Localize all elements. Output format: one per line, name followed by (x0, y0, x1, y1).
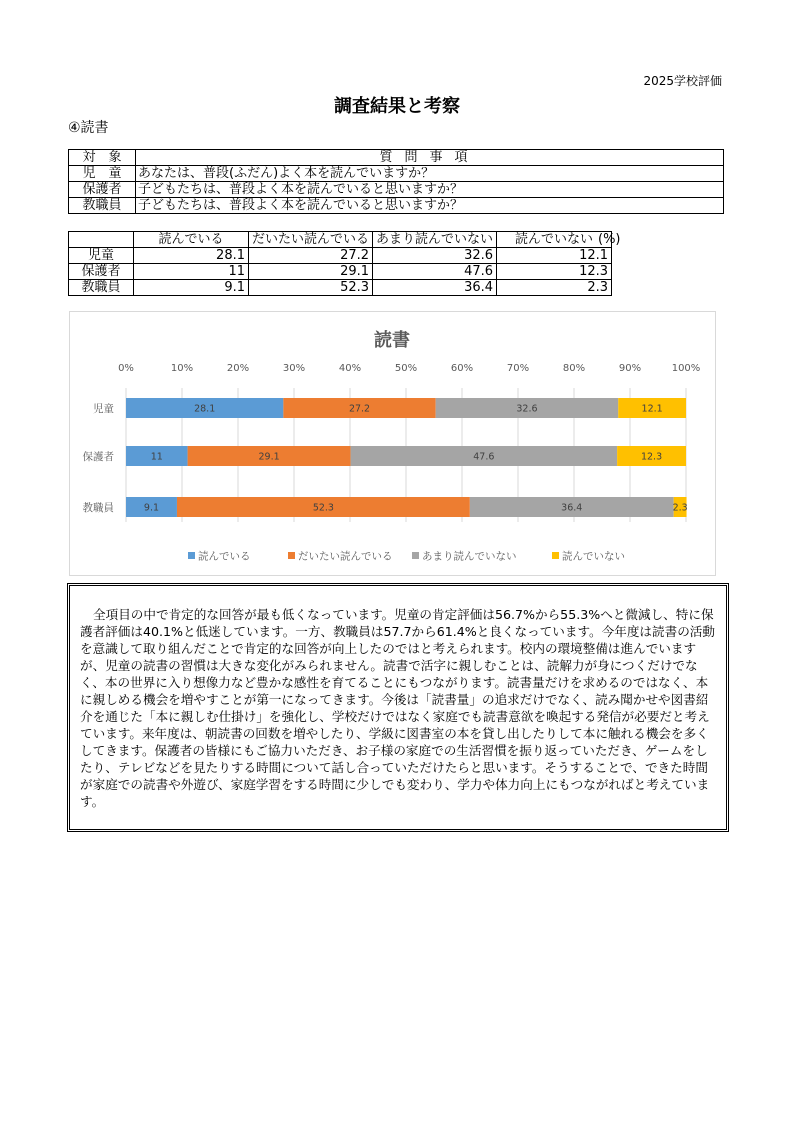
category-label: 教職員 (82, 502, 114, 514)
target-cell: 保護者 (69, 182, 136, 198)
value-cell: 12.1 (497, 248, 612, 264)
column-header: 読んでいない (497, 232, 612, 248)
chart-container (69, 311, 716, 576)
value-cell: 52.3 (249, 280, 373, 296)
value-cell: 27.2 (249, 248, 373, 264)
section-heading: ④読書 (68, 120, 109, 136)
value-cell: 29.1 (249, 264, 373, 280)
unit-label: (%) (598, 232, 621, 247)
row-label: 教職員 (69, 280, 134, 296)
table-row (69, 248, 612, 264)
value-cell: 11 (134, 264, 249, 280)
comment-box (67, 583, 729, 832)
data-label: 29.1 (258, 451, 280, 463)
legend-label: だいたい読んでいる (298, 550, 393, 563)
data-label: 28.1 (194, 403, 216, 415)
column-header: 読んでいる (134, 232, 249, 248)
column-header: あまり読んでいない (373, 232, 497, 248)
target-cell: 教職員 (69, 198, 136, 214)
data-label: 47.6 (473, 451, 495, 463)
x-tick-label: 100% (671, 363, 701, 374)
value-cell: 32.6 (373, 248, 497, 264)
column-header: だいたい読んでいる (249, 232, 373, 248)
data-label: 2.3 (672, 502, 688, 514)
row-label: 保護者 (69, 264, 134, 280)
table-row (69, 182, 724, 198)
x-tick-label: 50% (394, 363, 418, 374)
page-title: 調査結果と考察 (334, 96, 460, 117)
data-label: 52.3 (312, 502, 334, 514)
legend-swatch (412, 552, 419, 559)
value-cell: 2.3 (497, 280, 612, 296)
table-row (69, 198, 724, 214)
question-cell: 子どもたちは、普段よく本を読んでいると思いますか？ (136, 198, 724, 214)
data-label: 12.1 (641, 403, 663, 415)
results-table-header (69, 232, 612, 248)
question-table-header (69, 150, 724, 166)
value-cell: 36.4 (373, 280, 497, 296)
question-column-header: 質問事項 (136, 150, 724, 166)
value-cell: 47.6 (373, 264, 497, 280)
value-cell: 28.1 (134, 248, 249, 264)
school-year-label: 2025学校評価 (643, 74, 722, 88)
legend-label: 読んでいない (562, 550, 625, 563)
x-tick-label: 40% (338, 363, 362, 374)
question-cell: 子どもたちは、普段よく本を読んでいると思いますか？ (136, 182, 724, 198)
legend-swatch (188, 552, 195, 559)
chart-title: 読書 (374, 330, 410, 351)
x-tick-label: 10% (170, 363, 194, 374)
x-tick-label: 80% (562, 363, 586, 374)
target-column-header: 対 象 (69, 150, 136, 166)
category-label: 保護者 (82, 451, 114, 463)
data-label: 11 (150, 451, 163, 463)
x-tick-label: 90% (618, 363, 642, 374)
table-row (69, 166, 724, 182)
value-cell: 9.1 (134, 280, 249, 296)
table-row (69, 280, 612, 296)
data-label: 36.4 (561, 502, 583, 514)
data-label: 32.6 (516, 403, 538, 415)
comment-text: 全項目の中で肯定的な回答が最も低くなっています。児童の肯定評価は56.7%から55.3%へと微減し、特に保護者評価は40.1%と低迷しています。一方、教職員は57.7から61.4%と良くなっています。今年度は読書の活動を意識して取り組んだことで肯定的な回答が向上したのではと考えられます。校内の環境整備は進んでいますが、児童の読書の習慣は大きな変化がみられません。読書で活字に親しむことは、読解力が身につくだけでなく、本の世界に入り想像力など豊かな感性を育てることにもつながります。読書量だけを求めるのではなく、本に親しめる機会を増やすことが第一になってきます。今後は「読書量」の追求だけでなく、読み聞かせや図書紹介を通じた「本に親しむ仕掛け」を強化し、学校だけではなく家庭でも読書意欲を喚起する発信が必要だと考えています。来年度は、朝読書の回数を増やしたり、学級に図書室の本を貸し出したりして本に触れる機会を多くしてきます。保護者の皆様にもご協力いただき、お子様の家庭での生活習慣を振り返っていただき、ゲームをしたり、テレビなどを見たりする時間について話し合っていただけたらと思います。そうすることで、できた時間が家庭での読書や外遊び、家庭学習をする時間に少しでも変わり、学力や体力向上にもつながればと考えています。 (80, 607, 715, 809)
stacked-bar-chart (70, 312, 715, 575)
empty-header-cell (69, 232, 134, 248)
data-label: 27.2 (348, 403, 371, 415)
question-table (68, 149, 724, 214)
row-label: 児童 (69, 248, 134, 264)
data-label: 12.3 (640, 451, 663, 463)
results-table (68, 231, 612, 296)
legend-label: 読んでいる (198, 550, 251, 563)
x-tick-label: 70% (506, 363, 530, 374)
category-label: 児童 (93, 403, 114, 415)
value-cell: 12.3 (497, 264, 612, 280)
data-label: 9.1 (143, 502, 160, 514)
legend-label: あまり読んでいない (422, 550, 517, 563)
legend-swatch (288, 552, 295, 559)
legend-swatch (552, 552, 559, 559)
x-tick-label: 0% (118, 363, 134, 374)
target-cell: 児 童 (69, 166, 136, 182)
x-tick-label: 30% (282, 363, 306, 374)
table-row (69, 264, 612, 280)
x-tick-label: 60% (450, 363, 474, 374)
x-tick-label: 20% (226, 363, 250, 374)
question-cell: あなたは、普段(ふだん)よく本を読んでいますか？ (136, 166, 724, 182)
